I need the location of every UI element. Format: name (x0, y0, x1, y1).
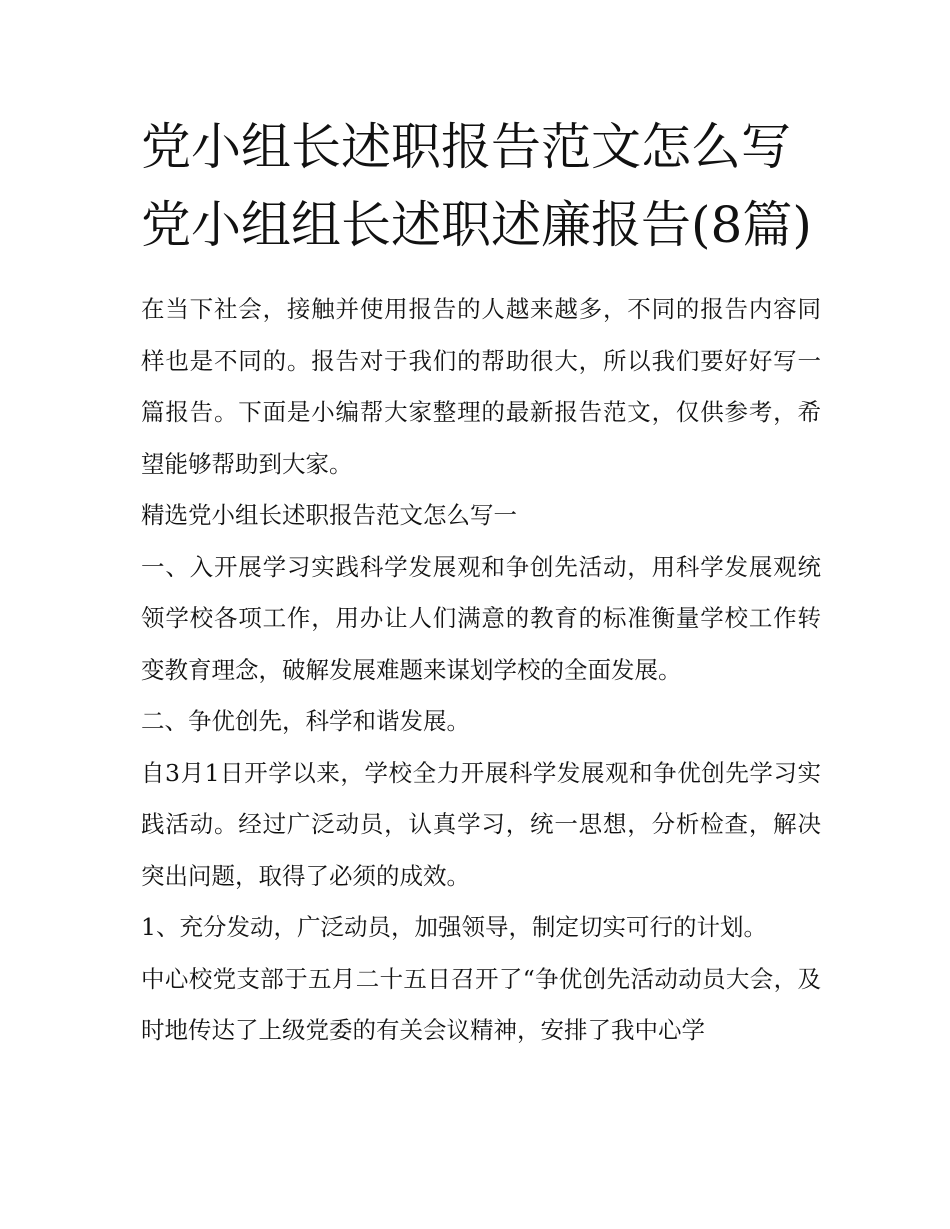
body-paragraph: 一、入开展学习实践科学发展观和争创先活动，用科学发展观统领学校各项工作，用办让人们满意的教育的标准衡量学校工作转变教育理念，破解发展难题来谋划学校的全面发展。 (141, 552, 821, 684)
body-paragraph: 自3月1日开学以来，学校全力开展科学发展观和争优创先学习实践活动。经过广泛动员，认真学习，统一思想，分析检查，解决突出问题，取得了必须的成效。 (141, 758, 821, 890)
body-paragraph: 二、争优创先，科学和谐发展。 (141, 707, 470, 735)
body-paragraph: 1、充分发动，广泛动员，加强领导，制定切实可行的计划。 (141, 913, 767, 941)
document-title: 党小组长述职报告范文怎么写党小组组长述职述廉报告(8篇) (141, 118, 812, 254)
body-paragraph: 中心校党支部于五月二十五日召开了“争优创先活动动员大会，及时地传达了上级党委的有关会议精神，安排了我中心学 (141, 964, 821, 1044)
section-heading: 精选党小组长述职报告范文怎么写一 (141, 501, 517, 529)
intro-paragraph: 在当下社会，接触并使用报告的人越来越多，不同的报告内容同样也是不同的。报告对于我们的帮助很大，所以我们要好好写一篇报告。下面是小编帮大家整理的最新报告范文，仅供参考，希望能够帮助到大家。 (141, 295, 821, 478)
